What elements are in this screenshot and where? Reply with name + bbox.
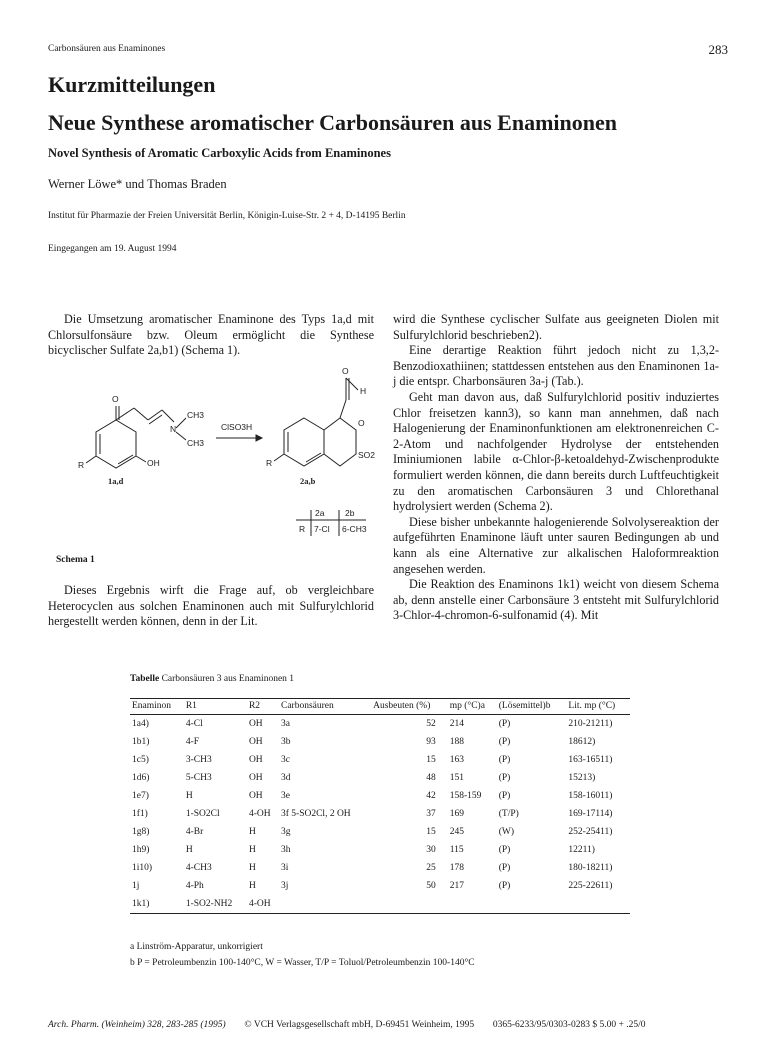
table-cell: 1c5): [132, 755, 149, 765]
table-cell: 4-OH: [247, 895, 279, 914]
received-date: Eingegangen am 19. August 1994: [48, 244, 177, 254]
table-row: [130, 805, 630, 823]
table-cell: 15213): [568, 773, 596, 783]
table-cell: 158-159: [449, 791, 482, 801]
table-cell: (W): [498, 827, 515, 837]
table-cell: 178: [449, 863, 464, 873]
table-cell: 4-F: [185, 737, 200, 747]
paragraph: Eine derartige Reaktion führt jedoch nicht zu 1,3,2-Benzodioxathiinen; stattdessen entstehen aus den Enaminonen 1a-j die entspr. Charbonsäuren 3a-j (Tab.).: [393, 343, 719, 389]
page-footer: [48, 1020, 728, 1030]
table-cell: (P): [498, 845, 511, 855]
table-row: [130, 877, 630, 895]
paragraph: Die Reaktion des Enaminons 1k1) weicht von diesem Schema ab, denn anstelle einer Carbonsäure 3 entsteht mit Sulfurylchlorid 3-Chlor-4-chromon-6-sulfonamid (4). Mit: [393, 577, 719, 623]
atom-label: R: [78, 460, 85, 470]
table-cell: 3j: [281, 881, 289, 891]
table-cell: 3b: [281, 737, 291, 747]
column-right: [393, 312, 719, 624]
table-cell: OH: [248, 755, 263, 765]
reagent-label: ClSO3H: [221, 422, 253, 432]
table-cell: [279, 895, 371, 914]
table-cell: 52: [426, 719, 436, 729]
carboxylic-acids-table: [130, 698, 630, 914]
col-header: R2: [247, 699, 279, 715]
table-cell: (P): [498, 773, 511, 783]
table-cell: 115: [449, 845, 464, 855]
table-cell: 1-SO2-NH2: [184, 895, 247, 914]
atom-label: SO2: [358, 450, 376, 460]
table-cell: 4-Br: [185, 827, 204, 837]
table-cell: (P): [498, 881, 511, 891]
paragraph: wird die Synthese cyclischer Sulfate aus geeigneten Diolen mit Sulfurylchlorid beschrieben2).: [393, 312, 719, 342]
table-cell: 3g: [281, 827, 291, 837]
table-cell: 163-16511): [568, 755, 613, 765]
table-row: [130, 769, 630, 787]
section-heading: Kurzmitteilungen: [48, 72, 216, 97]
publisher: © VCH Verlagsgesellschaft mbH, D-69451 Weinheim, 1995: [244, 1020, 475, 1030]
table-cell: 3c: [281, 755, 290, 765]
atom-label: H: [360, 386, 367, 396]
page-number: 283: [708, 42, 728, 57]
table-cell: 214: [449, 719, 464, 729]
table-cell: 1d6): [132, 773, 150, 783]
atom-label: O: [358, 418, 365, 428]
table-cell: 3-CH3: [185, 755, 212, 765]
table-cell: 169: [449, 809, 464, 819]
table-cell: 18612): [568, 737, 596, 747]
table-row: [130, 751, 630, 769]
table-cell: 4-Ph: [185, 881, 204, 891]
table-row: [130, 715, 630, 734]
table-cell: 252-25411): [568, 827, 613, 837]
paragraph: Diese bisher unbekannte halogenierende Solvolysereaktion der aufgeführten Enaminone läuft unter sauren Bedingungen ab und kann als eine Alternative zur alkalischen Haloformreaktion angesehen werden.: [393, 514, 719, 576]
table-cell: 1k1): [130, 895, 184, 914]
table-cell: 225-22611): [568, 881, 613, 891]
table-cell: (P): [498, 791, 511, 801]
subst-header: 2b: [345, 508, 355, 518]
table-cell: H: [185, 845, 193, 855]
sulfate-ring: [324, 418, 356, 466]
compound-label: 2a,b: [300, 476, 316, 486]
table-cell: (P): [498, 719, 511, 729]
col-header: R1: [184, 699, 247, 715]
table-cell: 158-16011): [568, 791, 613, 801]
col-header: Carbonsäuren: [279, 699, 371, 715]
table-row: [130, 733, 630, 751]
table-cell: 4-Cl: [185, 719, 203, 729]
table-cell: 3f 5-SO2Cl, 2 OH: [281, 809, 351, 819]
journal-citation: Arch. Pharm. (Weinheim) 328, 283-285 (1995): [48, 1020, 226, 1030]
table-cell: 42: [426, 791, 436, 801]
table-row: [130, 841, 630, 859]
table-caption-label: Tabelle: [130, 674, 160, 684]
table-cell: [448, 895, 497, 914]
subst-header: 2a: [315, 508, 325, 518]
subst-row: 6-CH3: [342, 524, 367, 534]
compound-label: 1a,d: [108, 476, 124, 486]
paragraph: Geht man davon aus, daß Sulfurylchlorid positiv induziertes Chlor freisetzen kann3), so kann man annehmen, daß nach Halogenierung der Enaminonfunktionen am elektronenreichen C-2-Atom und nachfolgender Hydrolyse der entstehenden Iminiumionen labile α-Chlor-β-ketoaldehyd-Zwischenprodukte formuliert werden können, die dann bereits durch Luftfeuchtigkeit zu den aromatischen Carbonsäuren 3 und Chlorethanal hydrolysiert werden (Schema 2).: [393, 389, 719, 514]
table-cell: 3a: [281, 719, 290, 729]
table-cell: 12211): [568, 845, 595, 855]
table-cell: OH: [248, 737, 263, 747]
table-cell: 180-18211): [568, 863, 613, 873]
authors: Werner Löwe* und Thomas Braden: [48, 177, 227, 191]
paragraph: Die Umsetzung aromatischer Enaminone des Typs 1a,d mit Chlorsulfonsäure bzw. Oleum ermöglicht die Synthese bicyclischer Sulfate 2a,b1) (Schema 1).: [48, 312, 374, 358]
table-cell: 1g8): [132, 827, 150, 837]
table-cell: [371, 895, 448, 914]
column-left-bottom: [48, 583, 374, 630]
table-caption-text: Carbonsäuren 3 aus Enaminonen 1: [161, 674, 295, 684]
atom-label: OH: [147, 458, 160, 468]
table-cell: H: [248, 863, 256, 873]
table-cell: 3h: [281, 845, 291, 855]
table-row: [130, 895, 630, 914]
table-cell: 15: [426, 755, 436, 765]
table-row: [130, 823, 630, 841]
table-cell: 163: [449, 755, 464, 765]
column-left-top: [48, 312, 374, 359]
table-cell: 15: [426, 827, 436, 837]
table-cell: 3d: [281, 773, 291, 783]
benzene-ring-left: [96, 420, 136, 468]
table-row: [130, 787, 630, 805]
subst-row: 7-Cl: [314, 524, 330, 534]
table-cell: OH: [248, 791, 263, 801]
atom-label: CH3: [187, 410, 205, 420]
col-header: Lit. mp (°C): [566, 699, 630, 715]
table-cell: 93: [426, 737, 436, 747]
issn: 0365-6233/95/0303-0283 $ 5.00 + .25/0: [492, 1020, 646, 1030]
table-cell: H: [185, 791, 193, 801]
article-title-english: Novel Synthesis of Aromatic Carboxylic Acids from Enaminones: [48, 146, 391, 160]
table-cell: H: [248, 827, 256, 837]
table-cell: 210-21211): [568, 719, 613, 729]
paragraph: Dieses Ergebnis wirft die Frage auf, ob vergleichbare Heterocyclen aus solchen Enaminonen auch mit Sulfurylchlorid hergestellt werden können, denn in der Lit.: [48, 583, 374, 629]
col-header: Enaminon: [130, 699, 184, 715]
table-footnote-a: a Linström-Apparatur, unkorrigiert: [130, 942, 263, 952]
table-cell: 151: [449, 773, 464, 783]
atom-label: N: [170, 424, 177, 434]
col-header: (Lösemittel)b: [497, 699, 567, 715]
table-header-row: [130, 699, 630, 715]
table-cell: 169-17114): [568, 809, 613, 819]
table-cell: 217: [449, 881, 464, 891]
table-cell: 1b1): [132, 737, 150, 747]
table-cell: 188: [449, 737, 464, 747]
institution: Institut für Pharmazie der Freien Universität Berlin, Königin-Luise-Str. 2 + 4, D-14195 Berlin: [48, 211, 406, 221]
table-cell: 4-OH: [248, 809, 271, 819]
atom-label: O: [342, 366, 349, 376]
table-cell: (P): [498, 755, 511, 765]
table-cell: [497, 895, 567, 914]
table-cell: 1f1): [132, 809, 148, 819]
table-cell: 3i: [281, 863, 289, 873]
table-cell: 245: [449, 827, 464, 837]
col-header: Ausbeuten (%): [371, 699, 448, 715]
table-caption: [130, 674, 294, 684]
col-header: mp (°C)a: [448, 699, 497, 715]
table-cell: H: [248, 881, 256, 891]
atom-label: O: [112, 394, 119, 404]
table-cell: OH: [248, 773, 263, 783]
subst-row: R: [299, 524, 306, 534]
atom-label: CH3: [187, 438, 205, 448]
table-cell: 50: [426, 881, 436, 891]
running-title: Carbonsäuren aus Enaminones: [48, 44, 166, 54]
table-cell: 4-CH3: [185, 863, 212, 873]
table-cell: 1j: [132, 881, 140, 891]
table-cell: 3e: [281, 791, 290, 801]
table-cell: 37: [426, 809, 436, 819]
table-footnote-b: b P = Petroleumbenzin 100-140°C, W = Wasser, T/P = Toluol/Petroleumbenzin 100-140°C: [130, 958, 475, 968]
table-cell: [566, 895, 630, 914]
table-cell: 25: [426, 863, 436, 873]
table-cell: 30: [426, 845, 436, 855]
scheme-caption: Schema 1: [56, 555, 95, 565]
table-cell: 48: [426, 773, 436, 783]
table-cell: 1e7): [132, 791, 149, 801]
scheme-1-diagram: [56, 360, 386, 550]
table-cell: 5-CH3: [185, 773, 212, 783]
table-cell: 1-SO2Cl: [185, 809, 220, 819]
atom-label: R: [266, 458, 273, 468]
table-cell: (P): [498, 737, 511, 747]
table-cell: (T/P): [498, 809, 519, 819]
table-cell: (P): [498, 863, 511, 873]
table-cell: OH: [248, 719, 263, 729]
article-title: Neue Synthese aromatischer Carbonsäuren aus Enaminonen: [48, 110, 618, 135]
table-cell: 1i10): [132, 863, 153, 873]
table-row: [130, 859, 630, 877]
table-cell: 1a4): [132, 719, 149, 729]
table-cell: 1h9): [132, 845, 150, 855]
table-cell: H: [248, 845, 256, 855]
benzene-ring-right: [284, 418, 324, 466]
